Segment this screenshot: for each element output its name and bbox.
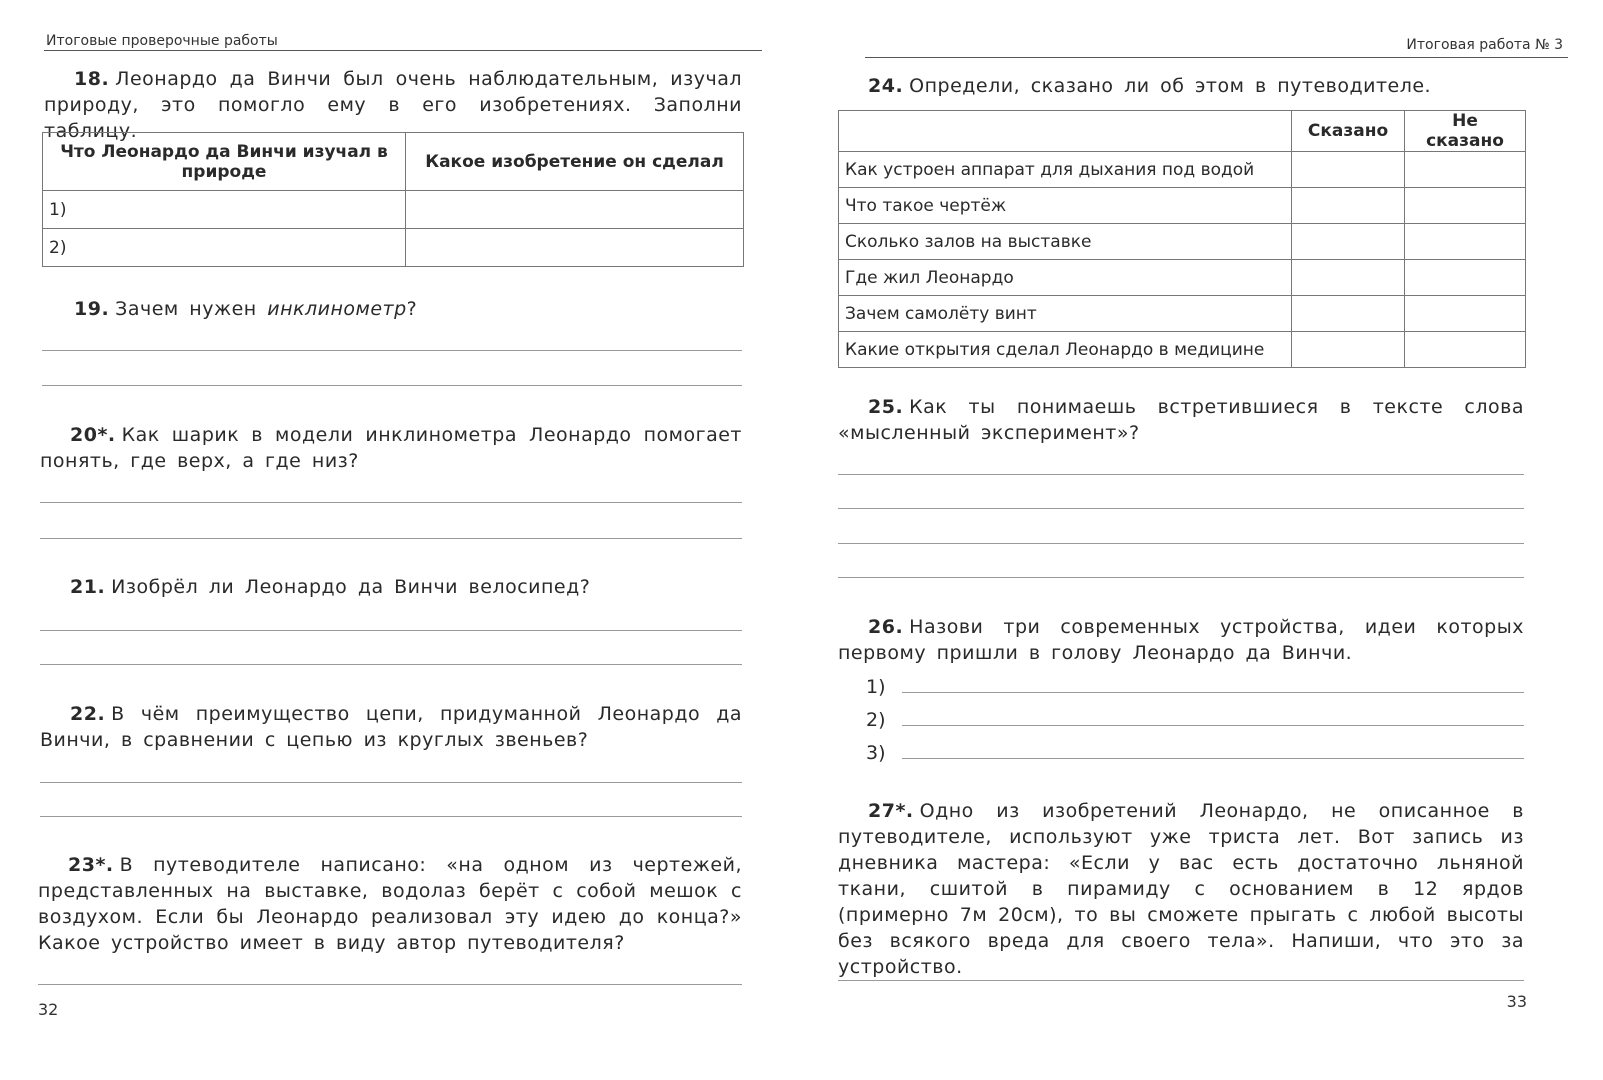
table-row-statement: Что такое чертёж [839, 188, 1292, 224]
table-cell-not-said[interactable] [1405, 224, 1526, 260]
answer-line[interactable] [838, 577, 1524, 578]
table-cell-answer[interactable] [406, 229, 744, 267]
answer-line[interactable] [902, 692, 1524, 693]
answer-line[interactable] [40, 782, 742, 783]
answer-line[interactable] [40, 538, 742, 539]
table-cell-not-said[interactable] [1405, 152, 1526, 188]
table-cell-not-said[interactable] [1405, 188, 1526, 224]
table-row-statement: Где жил Леонардо [839, 260, 1292, 296]
header-rule [865, 57, 1568, 58]
question-22 [40, 701, 742, 753]
question-number: 19. [74, 298, 110, 320]
question-27 [838, 798, 1524, 980]
header-rule [44, 50, 762, 51]
answer-line[interactable] [40, 664, 742, 665]
list-item-label: 1) [866, 676, 886, 698]
q18-table [42, 132, 744, 267]
question-number: 26. [868, 616, 904, 638]
question-text: Как шарик в модели инклинометра Леонардо помогает понять, где верх, а где низ? [40, 424, 742, 472]
table-row-label: 1) [43, 191, 406, 229]
question-20 [40, 422, 742, 474]
page-number: 32 [38, 1000, 59, 1019]
table-header-invention: Какое изобретение он сделал [406, 133, 744, 191]
running-header-left: Итоговые проверочные работы [46, 33, 278, 49]
table-row-label: 2) [43, 229, 406, 267]
question-number: 24. [868, 75, 904, 97]
table-header-studied: Что Леонардо да Винчи изучал в природе [43, 133, 406, 191]
table-cell-said[interactable] [1292, 224, 1405, 260]
answer-line[interactable] [838, 980, 1524, 981]
table-cell-said[interactable] [1292, 188, 1405, 224]
answer-line[interactable] [42, 385, 742, 386]
question-text: Зачем нужен [115, 298, 257, 320]
table-header-not-said: Не сказано [1405, 111, 1526, 152]
question-text: Леонардо да Винчи был очень наблюдательным, изучал природу, это помогло ему в его изобретениях. Заполни таблицу. [44, 68, 742, 142]
question-number: 25. [868, 396, 904, 418]
answer-line[interactable] [40, 502, 742, 503]
question-text-end: ? [406, 298, 418, 320]
answer-line[interactable] [902, 758, 1524, 759]
right-page [800, 0, 1603, 1080]
answer-line[interactable] [42, 350, 742, 351]
question-text: В чём преимущество цепи, придуманной Леонардо да Винчи, в сравнении с цепью из круглых звеньев? [40, 703, 742, 751]
table-cell-not-said[interactable] [1405, 296, 1526, 332]
table-row-statement: Сколько залов на выставке [839, 224, 1292, 260]
question-term: инклинометр [267, 298, 407, 320]
table-cell-said[interactable] [1292, 332, 1405, 368]
table-cell-answer[interactable] [406, 191, 744, 229]
question-19 [44, 296, 742, 322]
question-24 [838, 73, 1524, 99]
question-text: Назови три современных устройства, идеи которых первому пришли в голову Леонардо да Винчи. [838, 616, 1524, 664]
q24-table [838, 110, 1526, 368]
answer-line[interactable] [902, 725, 1524, 726]
answer-line[interactable] [40, 816, 742, 817]
table-cell-not-said[interactable] [1405, 260, 1526, 296]
answer-line[interactable] [38, 984, 742, 985]
question-25 [838, 394, 1524, 446]
question-number: 18. [74, 68, 110, 90]
table-cell-said[interactable] [1292, 152, 1405, 188]
question-number: 20*. [70, 424, 116, 446]
table-cell-not-said[interactable] [1405, 332, 1526, 368]
question-23 [38, 852, 742, 956]
list-item-label: 3) [866, 742, 886, 764]
table-cell-said[interactable] [1292, 296, 1405, 332]
table-row-statement: Как устроен аппарат для дыхания под водой [839, 152, 1292, 188]
question-number: 23*. [68, 854, 114, 876]
answer-line[interactable] [838, 474, 1524, 475]
question-26 [838, 614, 1524, 666]
question-number: 27*. [868, 800, 914, 822]
question-text: Изобрёл ли Леонардо да Винчи велосипед? [111, 576, 591, 598]
answer-line[interactable] [838, 508, 1524, 509]
question-number: 22. [70, 703, 106, 725]
question-text: Одно из изобретений Леонардо, не описанное в путеводителе, используют уже триста лет. Вот запись из дневника мастера: «Если у вас есть достаточно льняной ткани, сшитой в пирамиду с основанием в 12 ярдов (примерно 7м 20см), то вы сможете прыгать с любой высоты без всякого вреда для своего тела». Напиши, что это за устройство. [838, 800, 1524, 978]
answer-line[interactable] [40, 630, 742, 631]
table-cell-said[interactable] [1292, 260, 1405, 296]
table-header-said: Сказано [1292, 111, 1405, 152]
question-text: Как ты понимаешь встретившиеся в тексте слова «мысленный эксперимент»? [838, 396, 1524, 444]
question-21 [40, 574, 742, 600]
list-item-label: 2) [866, 709, 886, 731]
question-text: В путеводителе написано: «на одном из чертежей, представленных на выставке, водолаз берёт с собой мешок с воздухом. Если бы Леонардо реализовал эту идею до конца?» Какое устройство имеет в виду автор путеводителя? [38, 854, 742, 954]
table-row-statement: Какие открытия сделал Леонардо в медицине [839, 332, 1292, 368]
table-header-empty [839, 111, 1292, 152]
answer-line[interactable] [838, 543, 1524, 544]
page-number: 33 [1506, 992, 1527, 1011]
running-header-right: Итоговая работа № 3 [1406, 37, 1563, 53]
left-page [0, 0, 800, 1080]
question-number: 21. [70, 576, 106, 598]
question-text: Определи, сказано ли об этом в путеводителе. [909, 75, 1432, 97]
table-row-statement: Зачем самолёту винт [839, 296, 1292, 332]
